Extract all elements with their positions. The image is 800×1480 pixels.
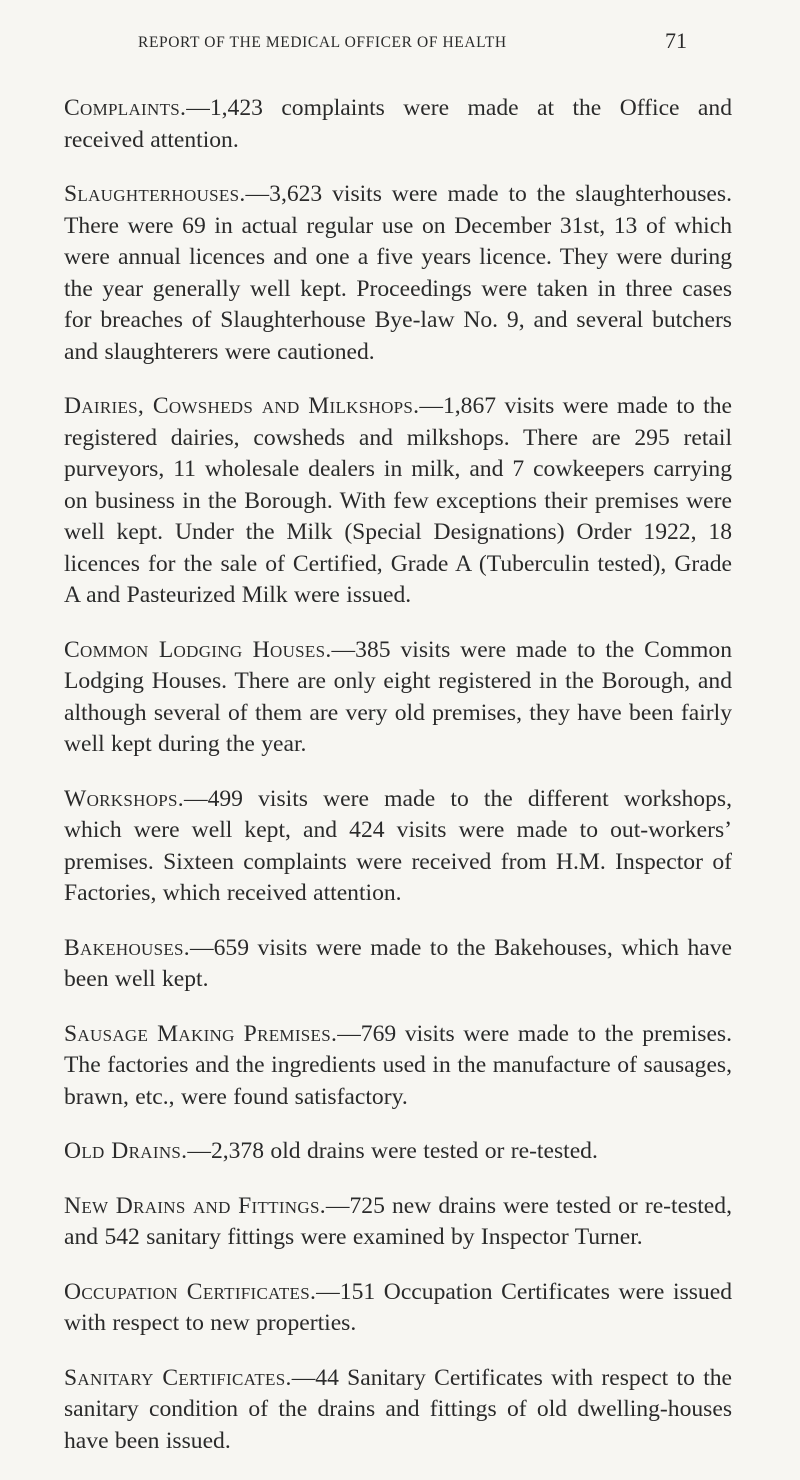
paragraph-heading: Occupation Certificates. bbox=[64, 1278, 317, 1305]
paragraph-slaughterhouses bbox=[64, 179, 732, 368]
paragraph-heading: Sausage Making Premises. bbox=[64, 1020, 338, 1047]
paragraph-text: —151 Occupation Certificates were issued with respect to new properties. bbox=[64, 1278, 732, 1336]
paragraph-text: —385 visits were made to the Common Lodging Houses. There are only eight registered in the Borough, and although several of them are very old premises, they have been fairly well kept during the year. bbox=[64, 636, 733, 757]
body-text bbox=[64, 93, 732, 1480]
paragraph-heading: New Drains and Fittings. bbox=[64, 1192, 326, 1219]
paragraph-text: —44 Sanitary Certificates with respect to the sanitary condition of the drains and fittings of old dwelling-houses have been issued. bbox=[64, 1364, 733, 1454]
paragraph-sausage-making bbox=[64, 1019, 732, 1114]
paragraph-text: —2,378 old drains were tested or re-tested. bbox=[187, 1138, 598, 1164]
paragraph-bakehouses bbox=[64, 933, 732, 996]
paragraph-text: —659 visits were made to the Bakehouses, which have been well kept. bbox=[64, 934, 732, 992]
paragraph-text: —3,623 visits were made to the slaughterhouses. There were 69 in actual regular use on December 31st, 13 of which were annual licences and one a five years licence. They were during the year generally well kept. Proceedings were taken in three cases for breaches of Slaughterhouse Bye-law No. 9, and several butchers and slaughterers were cautioned. bbox=[64, 181, 732, 365]
paragraph-heading: Old Drains. bbox=[64, 1138, 188, 1164]
paragraph-heading: Workshops. bbox=[64, 785, 184, 812]
paragraph-text: —725 new drains were tested or re-tested, and 542 sanitary fittings were examined by Inspector Turner. bbox=[64, 1192, 732, 1250]
paragraph-common-lodging-houses bbox=[64, 635, 732, 761]
paragraph-sanitary-certificates bbox=[64, 1363, 732, 1458]
paragraph-heading: Slaughterhouses. bbox=[64, 181, 246, 207]
paragraph-heading: Common Lodging Houses. bbox=[64, 636, 332, 663]
paragraph-heading: Bakehouses. bbox=[64, 934, 190, 961]
page-number: 71 bbox=[665, 28, 687, 53]
paragraph-heading: Complaints. bbox=[64, 95, 187, 121]
paragraph-complaints bbox=[64, 93, 732, 156]
paragraph-workshops bbox=[64, 784, 732, 910]
paragraph-heading: Sanitary Certificates. bbox=[64, 1364, 292, 1391]
paragraph-text: —769 visits were made to the premises. The factories and the ingredients used in the manufacture of sausages, brawn, etc., were found satisfactory. bbox=[64, 1020, 732, 1110]
paragraph-text: —499 visits were made to the different workshops, which were well kept, and 424 visits were made to out-workers’ premises. Sixteen complaints were received from H.M. Inspector of Factories, which received attention. bbox=[64, 785, 732, 906]
running-header: REPORT OF THE MEDICAL OFFICER OF HEALTH bbox=[138, 34, 507, 51]
paragraph-text: —1,867 visits were made to the registered dairies, cowsheds and milkshops. There are 295 retail purveyors, 11 wholesale dealers in milk, and 7 cowkeepers carrying on business in the Borough. With few exceptions their premises were well kept. Under the Milk (Special Designations) Order 1922, 18 licences for the sale of Certified, Grade A (Tuberculin tested), Grade A and Pasteurized Milk were issued. bbox=[64, 393, 732, 608]
paragraph-occupation-certificates bbox=[64, 1277, 732, 1340]
paragraph-dairies bbox=[64, 391, 732, 612]
paragraph-text: —1,423 complaints were made at the Office and received attention. bbox=[64, 95, 732, 153]
paragraph-heading: Dairies, Cowsheds and Milkshops. bbox=[64, 393, 420, 419]
paragraph-old-drains bbox=[64, 1136, 732, 1168]
paragraph-new-drains bbox=[64, 1191, 732, 1254]
